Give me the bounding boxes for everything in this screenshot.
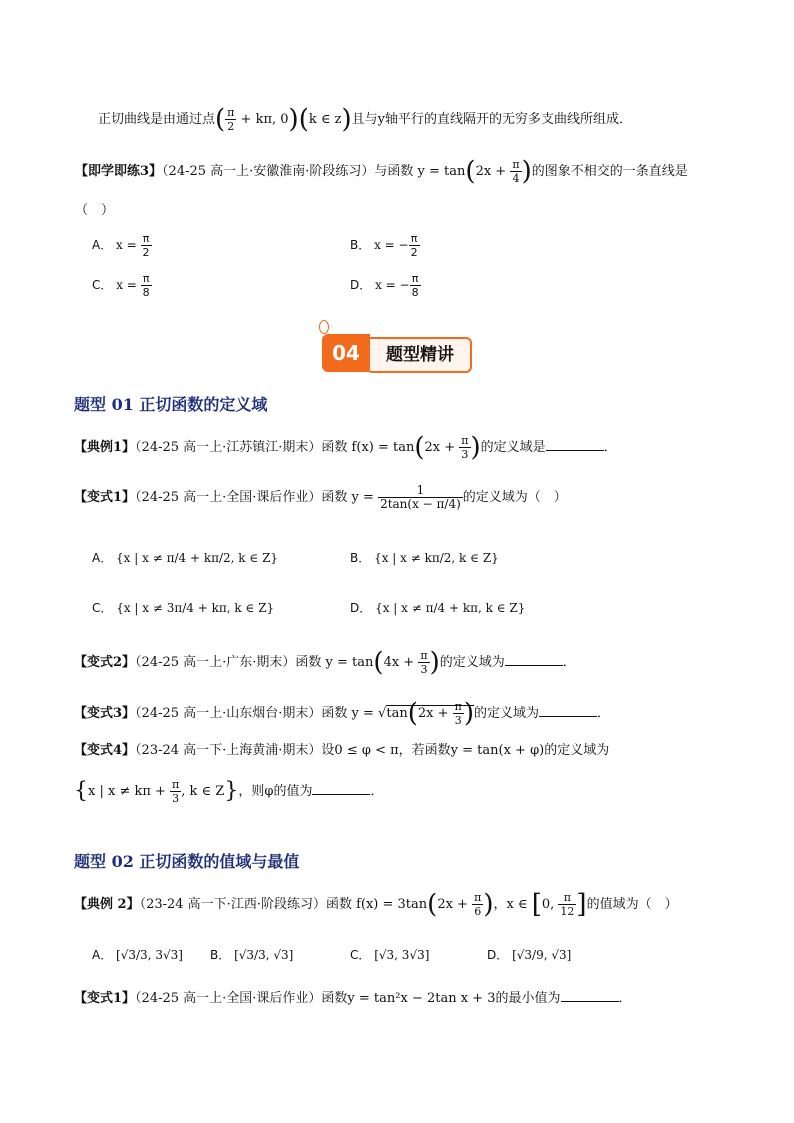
variant-3: 【变式3】（24-25 高一上·山东烟台·期末）函数 y = √tan(2x + $\frac{\pi}{3}$ )的定义域为 ． bbox=[74, 698, 611, 729]
section-heading-2: 题型 02 正切函数的值域与最值 bbox=[74, 852, 300, 871]
option-b[interactable]: B． {x | x ≠ kπ/2, k ∈ Z} bbox=[350, 551, 499, 565]
variant-4-line2: {x | x ≠ kπ + $\frac{\pi}{3}$ , k ∈ Z}，则φ的值为 ． bbox=[74, 778, 384, 805]
answer-blank[interactable] bbox=[561, 1000, 619, 1002]
option-a[interactable]: A． x = $\frac{\pi}{2}$ bbox=[92, 232, 150, 259]
answer-blank[interactable] bbox=[546, 449, 604, 451]
answer-blank[interactable] bbox=[539, 715, 597, 717]
example-1: 【典例1】（24-25 高一上·江苏镇江·期末）函数 f(x) = tan(2x + $\frac{\pi}{3}$ )的定义域是 ． bbox=[74, 432, 617, 463]
option-a[interactable]: A． [√3/3, 3√3] bbox=[92, 948, 183, 962]
answer-blank[interactable] bbox=[312, 793, 370, 795]
question-jixue3: 【即学即练3】（24-25 高一上·安徽淮南·阶段练习）与函数 y = tan(2x + $\frac{\pi}{4}$ )的图象不相交的一条直线是 bbox=[75, 156, 688, 187]
intro-line: 正切曲线是由通过点( $\frac{\pi}{2}$ + kπ, 0)(k ∈ z)且与y轴平行的直线隔开的无穷多支曲线所组成． bbox=[98, 104, 632, 135]
option-d[interactable]: D． x = − $\frac{\pi}{8}$ bbox=[350, 272, 419, 299]
option-b[interactable]: B． x = − $\frac{\pi}{2}$ bbox=[350, 232, 418, 259]
hook-icon bbox=[319, 320, 329, 334]
variant-2: 【变式2】（24-25 高一上·广东·期末）函数 y = tan(4x + $\frac{\pi}{3}$ )的定义域为 ． bbox=[74, 647, 576, 678]
option-c[interactable]: C． {x | x ≠ 3π/4 + kπ, k ∈ Z} bbox=[92, 601, 275, 615]
variant-1: 【变式1】（24-25 高一上·全国·课后作业）函数 y = $\frac{1}{2\tan(x - \pi/4)}$ 的定义域为（ ） bbox=[74, 483, 567, 511]
option-d[interactable]: D． [√3/9, √3] bbox=[487, 948, 572, 962]
option-c[interactable]: C． [√3, 3√3] bbox=[350, 948, 430, 962]
option-b[interactable]: B． [√3/3, √3] bbox=[210, 948, 294, 962]
question-tag: 【即学即练3】 bbox=[75, 164, 163, 179]
section-banner bbox=[322, 334, 474, 372]
section-heading-1: 题型 01 正切函数的定义域 bbox=[74, 395, 268, 414]
banner-title: 题型精讲 bbox=[370, 337, 472, 373]
answer-blank[interactable] bbox=[505, 664, 563, 666]
banner-number: 04 bbox=[322, 334, 370, 372]
answer-paren: （ ） bbox=[75, 203, 115, 218]
variant-2-1: 【变式1】（24-25 高一上·全国·课后作业）函数y = tan²x − 2tan x + 3的最小值为 ． bbox=[74, 991, 632, 1006]
option-a[interactable]: A． {x | x ≠ π/4 + kπ/2, k ∈ Z} bbox=[92, 551, 279, 565]
variant-4: 【变式4】（23-24 高一下·上海黄浦·期末）设0 ≤ φ < π，若函数y = tan(x + φ)的定义域为 bbox=[74, 743, 610, 758]
option-c[interactable]: C． x = $\frac{\pi}{8}$ bbox=[92, 272, 150, 299]
option-d[interactable]: D． {x | x ≠ π/4 + kπ, k ∈ Z} bbox=[350, 601, 526, 615]
example-2: 【典例 2】（23-24 高一下·江西·阶段练习）函数 f(x) = 3tan(2x + $\frac{\pi}{6}$ )，x ∈ [0, $\frac{\pi}{12}$ ]的值域为（ ） bbox=[74, 889, 678, 920]
